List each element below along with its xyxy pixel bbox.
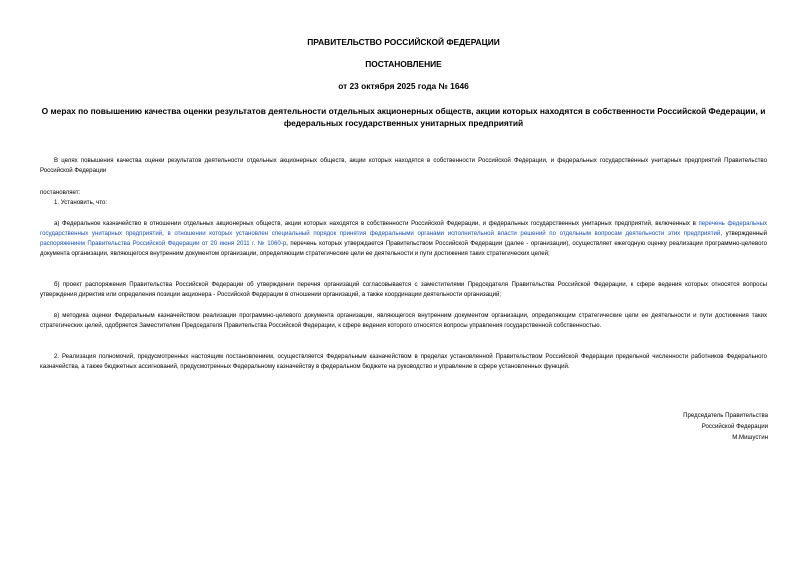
signature-position-line1: Председатель Правительства — [683, 412, 768, 419]
item-1a-text-middle: , утвержденный — [720, 230, 767, 237]
item-1-intro: 1. Установить, что: — [54, 199, 108, 206]
preamble-paragraph: В целях повышения качества оценки результатов деятельности отдельных акционерных обществ, акции которых находятся в собственности Российской Федерации, и федеральных государственных унитарных предприятий Правительство Российской Федерации — [40, 157, 767, 174]
item-1c-paragraph: в) методика оценки Федеральным казначейством реализации программно-целевого документа организации, являющегося внутренним документом организации, определяющим стратегические цели ее деятельности и пути достижения таких стратегических целей, одобряется Заместителем Председателя Правительства Российской Федерации, к сфере ведения которого относятся вопросы управления государственной собственностью. — [40, 312, 767, 329]
document-title: О мерах по повышению качества оценки результатов деятельности отдельных акционерных обществ, акции которых находятся в собственности Российской Федерации, и федеральных государственных унитарных предприятий — [41, 106, 766, 128]
signature-name: М.Мишустин — [732, 434, 768, 441]
government-heading: ПРАВИТЕЛЬСТВО РОССИЙСКОЙ ФЕДЕРАЦИИ — [307, 37, 500, 47]
item-2-paragraph: 2. Реализация полномочий, предусмотренных настоящим постановлением, осуществляется Федеральным казначейством в пределах установленной Правительством Российской Федерации предельной численности работников Федерального казначейства, а также бюджетных ассигнований, предусмотренных Федеральному казначейству в федеральном бюджете на руководство и управление в сфере установленных функций. — [40, 353, 767, 370]
decrees-line: постановляет: — [40, 189, 81, 196]
signature-position-line2: Российской Федерации — [701, 423, 768, 430]
item-1b-paragraph: б) проект распоряжения Правительства Российской Федерации об утверждении перечня организаций согласовывается с заместителями Председателя Правительства Российской Федерации, к сфере ведения которых относятся вопросы утверждения директив или определения позиции акционера - Российской Федерации в отношении организаций, а также координации деятельности организаций; — [40, 281, 767, 298]
item-1a-text-start: а) Федеральное казначейство в отношении отдельных акционерных обществ, акции которых находятся в собственности Российской Федерации, и федеральных государственных унитарных предприятий, включенных в — [54, 220, 699, 227]
item-1a-paragraph — [40, 219, 767, 259]
decree-1060-link[interactable]: распоряжением Правительства Российской Федерации от 20 июня 2011 г. № 1060-р — [40, 240, 287, 247]
document-type-heading: ПОСТАНОВЛЕНИЕ — [365, 59, 442, 69]
fgup-list-link[interactable]: перечень федеральных государственных унитарных предприятий, в отношении которых установлен специальный порядок принятия федеральными органами исполнительной власти решений по отдельным вопросам деятельности этих предприятий — [40, 220, 768, 237]
item-1a-text-end: , перечень которых утверждается Правительством Российской Федерации (далее - организации), осуществляет ежегодную оценку реализации программно-целевого документа организации, являющегося внутренним документом организации, определяющим стратегические цели ее деятельности и пути достижения таких стратегических целей; — [40, 240, 767, 257]
date-number-line: от 23 октября 2025 года № 1646 — [338, 81, 469, 91]
